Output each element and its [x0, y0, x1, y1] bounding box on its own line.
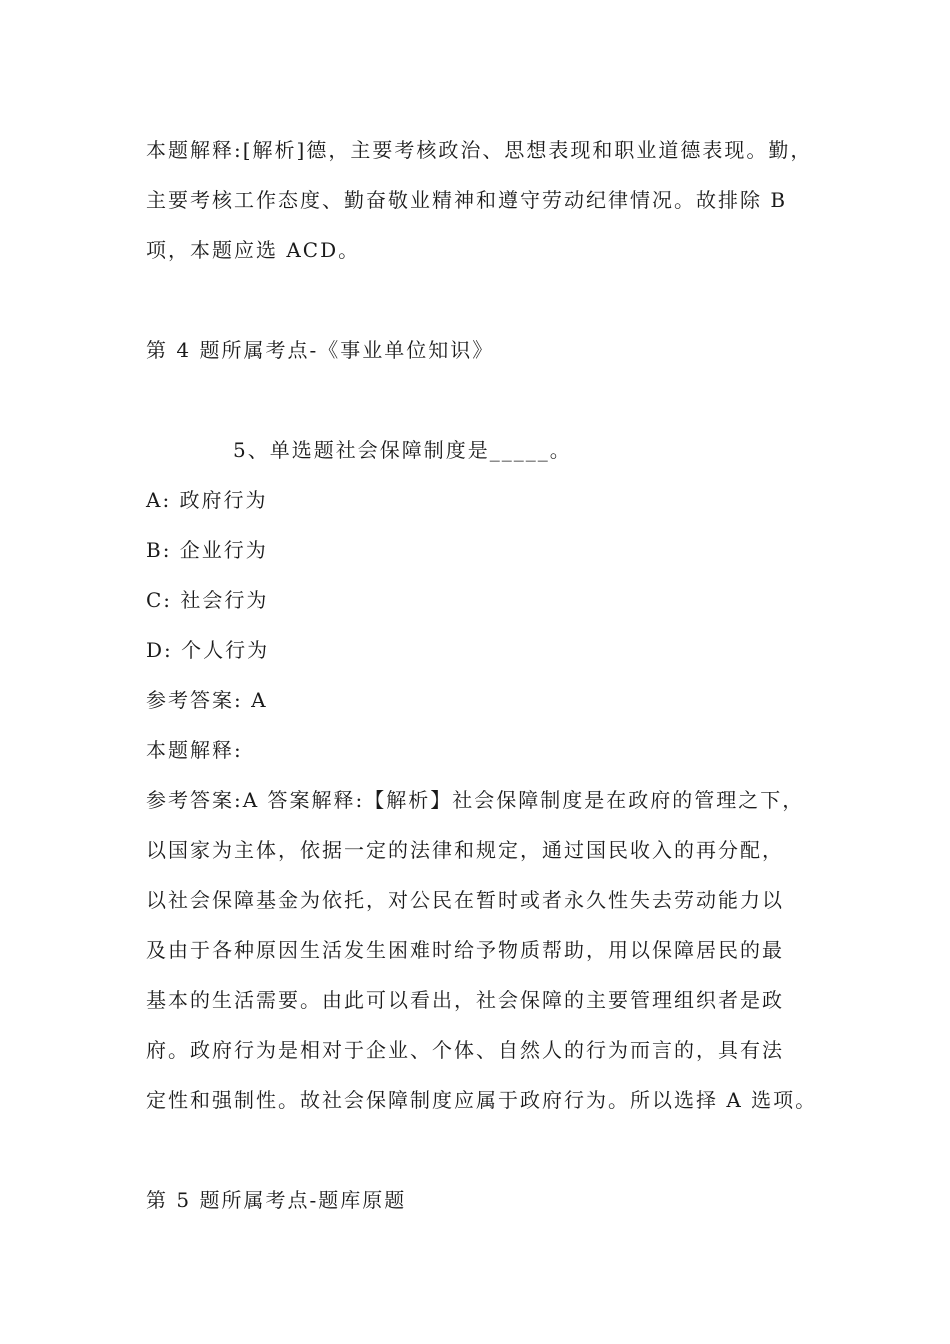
q5-option-a: A: 政府行为	[146, 488, 268, 512]
q4-explanation-line-3: 项，本题应选 ACD。	[146, 238, 361, 262]
q4-category: 第 4 题所属考点-《事业单位知识》	[146, 338, 495, 362]
q5-category: 第 5 题所属考点-题库原题	[146, 1188, 407, 1212]
q4-explanation-line-1: 本题解释:[解析]德，主要考核政治、思想表现和职业道德表现。勤，	[146, 138, 813, 162]
q5-explanation-line-2: 以国家为主体，依据一定的法律和规定，通过国民收入的再分配，	[146, 838, 784, 862]
q5-answer: 参考答案: A	[146, 688, 268, 712]
q5-explanation-line-5: 基本的生活需要。由此可以看出，社会保障的主要管理组织者是政	[146, 988, 784, 1012]
q5-explanation-line-3: 以社会保障基金为依托，对公民在暂时或者永久性失去劳动能力以	[146, 888, 784, 912]
q5-explanation-line-6: 府。政府行为是相对于企业、个体、自然人的行为而言的，具有法	[146, 1038, 784, 1062]
q5-explanation-line-1: 参考答案:A 答案解释:【解析】社会保障制度是在政府的管理之下，	[146, 788, 805, 812]
q5-explanation-line-7: 定性和强制性。故社会保障制度应属于政府行为。所以选择 A 选项。	[146, 1088, 818, 1112]
q5-explanation-heading: 本题解释:	[146, 738, 243, 762]
q5-option-d: D: 个人行为	[146, 638, 270, 662]
q5-option-c: C: 社会行为	[146, 588, 269, 612]
q5-option-b: B: 企业行为	[146, 538, 268, 562]
q5-question: 5、单选题社会保障制度是_____。	[233, 438, 572, 462]
q5-explanation-line-4: 及由于各种原因生活发生困难时给予物质帮助，用以保障居民的最	[146, 938, 784, 962]
q4-explanation-line-2: 主要考核工作态度、勤奋敬业精神和遵守劳动纪律情况。故排除 B	[146, 188, 788, 212]
